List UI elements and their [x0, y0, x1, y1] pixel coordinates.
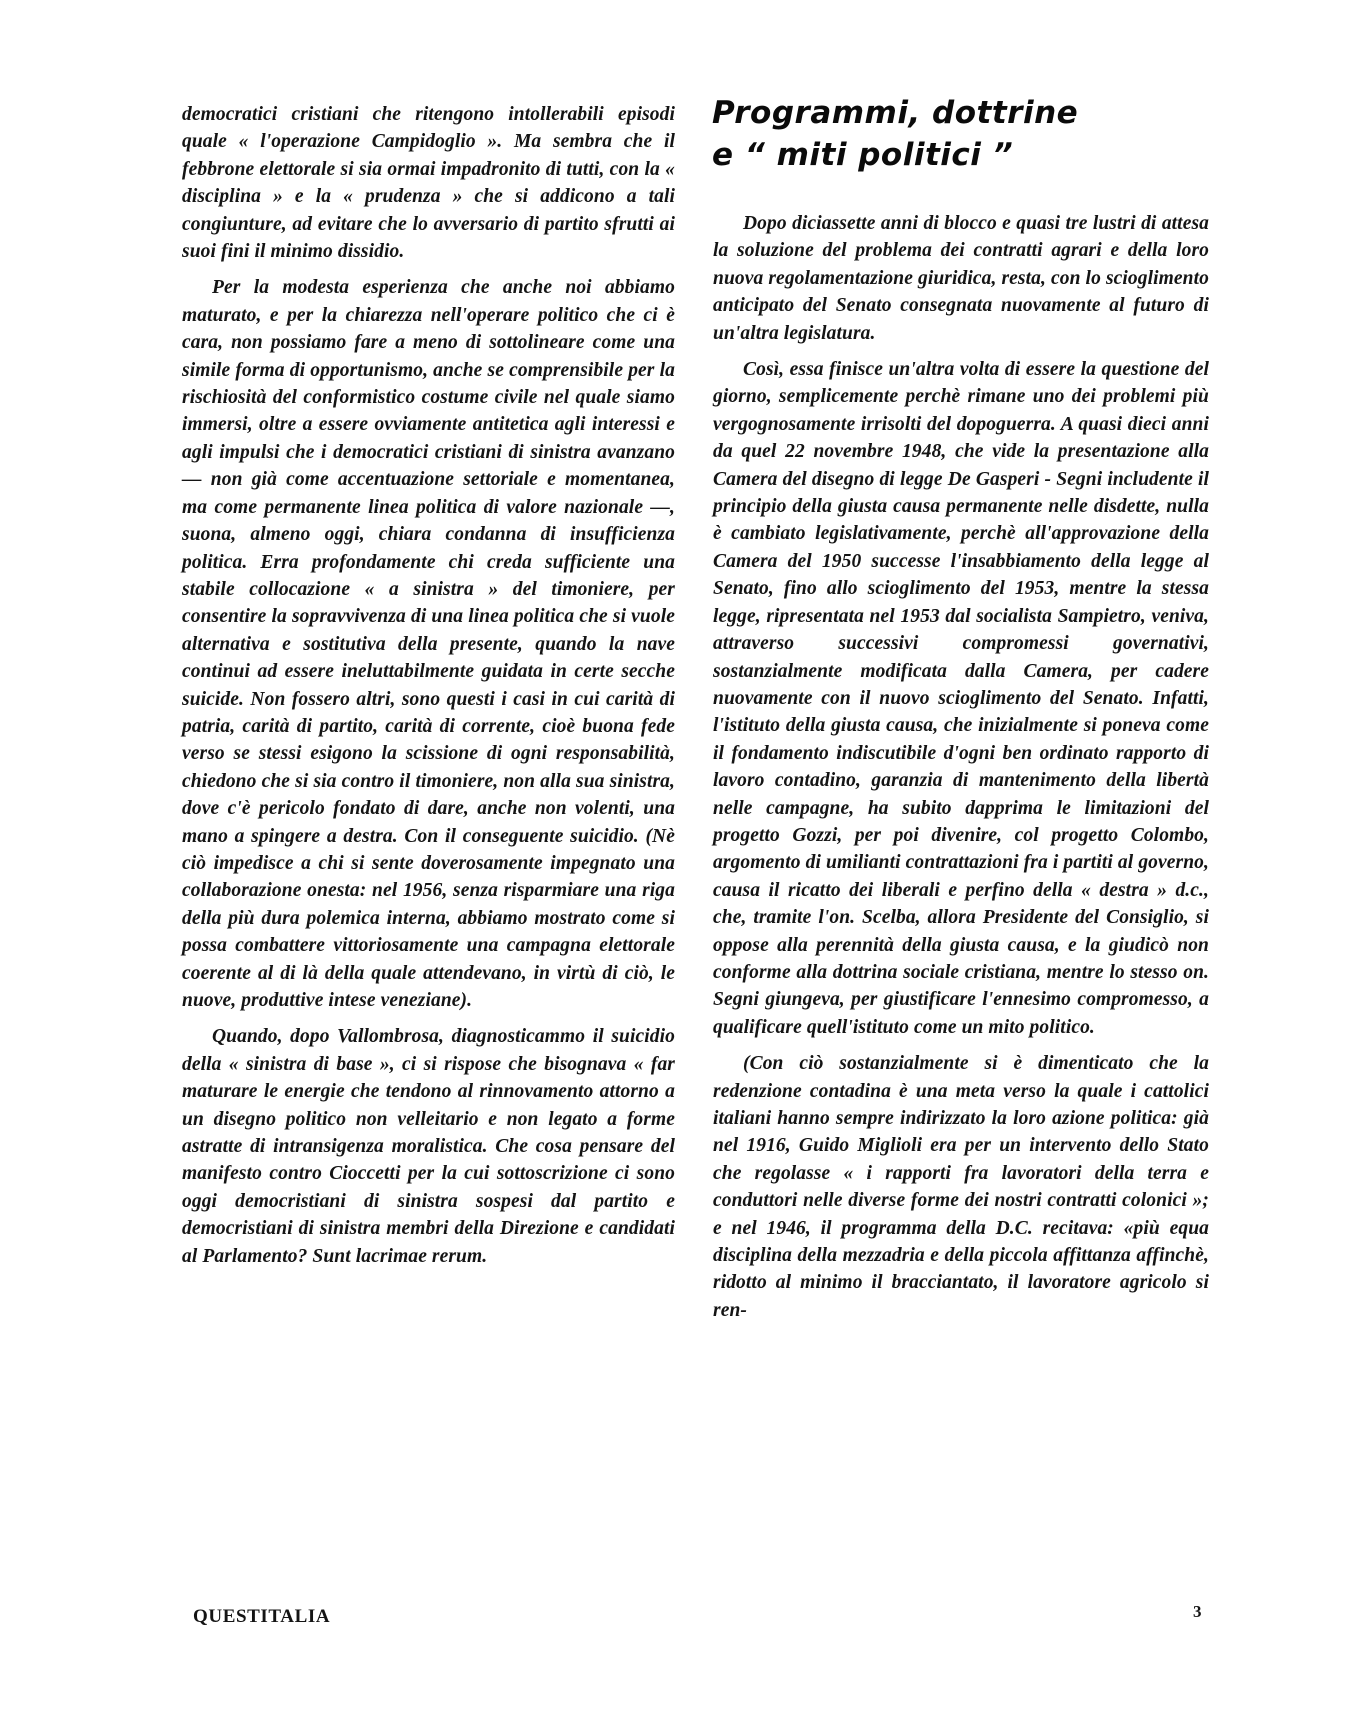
right-paragraph-3: (Con ciò sostanzialmente si è dimenticato che la redenzione contadina è una meta verso la quale i cattolici italiani hanno sempre indirizzato la loro azione politica: già nel 1916, Guido Miglioli era per un intervento dello Stato che regolasse « i rapporti fra lavoratori della terra e conduttori nelle diverse forme dei nostri contratti colonici »; e nel 1946, il programma della D.C. recitava: «più equa disciplina della mezzadria e della piccola affittanza affinchè, ridotto al minimo il bracciantato, il lavoratore agricolo si ren-	[713, 1053, 1209, 1321]
publication-name: QUESTITALIA	[193, 1606, 331, 1627]
article-title-line-1: Programmi, dottrine	[712, 95, 1079, 131]
left-paragraph-1: democratici cristiani che ritengono intollerabili episodi quale « l'operazione Campidoglio ». Ma sembra che il febbrone elettorale si sia ormai impadronito di tutti, con la « disciplina » e la « prudenza » che si addicono a tali congiunture, ad evitare che lo avversario di partito sfrutti ai suoi fini il minimo dissidio.	[182, 104, 675, 263]
right-paragraph-2: Così, essa finisce un'altra volta di essere la questione del giorno, semplicemente perchè rimane uno dei problemi più vergognosamente irrisolti del dopoguerra. A quasi dieci anni da quel 22 novembre 1948, che vide la presentazione alla Camera del disegno di legge De Gasperi - Segni includente il principio della giusta causa permanente nelle disdette, nulla è cambiato legislativamente, perchè all'approvazione della Camera del 1950 successe l'insabbiamento della legge al Senato, fino allo scioglimento del 1953, mentre la stessa legge, ripresentata nel 1953 dal socialista Sampietro, veniva, attraverso successivi compromessi governativi, sostanzialmente modificata dalla Camera, per cadere nuovamente con il nuovo scioglimento del Senato. Infatti, l'istituto della giusta causa, che inizialmente si poneva come il fondamento indiscutibile d'ogni ben ordinato rapporto di lavoro contadino, garanzia di mantenimento della libertà nelle campagne, ha subito dapprima le limitazioni del progetto Gozzi, per poi divenire, col progetto Colombo, argomento di umilianti contrattazioni fra i partiti al governo, causa il ricatto dei liberali e perfino della « destra » d.c., che, tramite l'on. Scelba, allora Presidente del Consiglio, si oppose alla perennità della giusta causa, e la giudicò non conforme alla dottrina sociale cristiana, mentre lo stesso on. Segni giungeva, per giustificare l'ennesimo compromesso, a qualificare quell'istituto come un mito politico.	[713, 359, 1209, 1038]
page-number: 3	[1193, 1602, 1202, 1621]
left-paragraph-3: Quando, dopo Vallombrosa, diagnosticammo il suicidio della « sinistra di base », ci si rispose che bisognava « far maturare le energie che tendono al rinnovamento attorno a un disegno politico non velleitario e non legato a forme astratte di intransigenza moralistica. Che cosa pensare del manifesto contro Cioccetti per la cui sottoscrizione ci sono oggi democristiani di sinistra sospesi dal partito e democristiani di sinistra membri della Direzione e candidati al Parlamento? Sunt lacrimae rerum.	[182, 1026, 675, 1267]
article-title-line-2: e “ miti politici ”	[712, 137, 1014, 173]
article-title	[712, 92, 1212, 176]
right-paragraph-1: Dopo diciassette anni di blocco e quasi tre lustri di attesa la soluzione del problema dei contratti agrari e della loro nuova regolamentazione giuridica, resta, con lo scioglimento anticipato del Senato consegnata nuovamente al futuro di un'altra legislatura.	[713, 213, 1209, 344]
right-column	[713, 210, 1209, 1333]
left-column	[182, 101, 675, 1279]
left-paragraph-2: Per la modesta esperienza che anche noi abbiamo maturato, e per la chiarezza nell'operare politico che ci è cara, non possiamo fare a meno di sottolineare come una simile forma di opportunismo, anche se comprensibile per la rischiosità del conformistico costume civile nel quale siamo immersi, oltre a essere ovviamente antitetica agli interessi e agli impulsi che i democratici cristiani di sinistra avanzano — non già come accentuazione settoriale e momentanea, ma come permanente linea politica di valore nazionale —, suona, almeno oggi, chiara condanna di insufficienza politica. Erra profondamente chi creda sufficiente una stabile collocazione « a sinistra » del timoniere, per consentire la sopravvivenza di una linea politica che si vuole alternativa e sostitutiva della presente, quando la nave continui ad essere ineluttabilmente guidata in certe secche suicide. Non fossero altri, sono questi i casi in cui carità di patria, carità di partito, carità di corrente, cioè buona fede verso se stessi esigono la scissione di ogni responsabilità, chiedono che si sia contro il timoniere, non alla sua sinistra, dove c'è pericolo fondato di dare, anche non volenti, una mano a spingere a destra. Con il conseguente suicidio. (Nè ciò impedisce a chi si sente doverosamente impegnato una collaborazione onesta: nel 1956, senza risparmiare una riga della più dura polemica interna, abbiamo mostrato come si possa combattere vittoriosamente una campagna elettorale coerente al di là della quale attendevano, in virtù di ciò, le nuove, produttive intese veneziane).	[182, 277, 675, 1011]
